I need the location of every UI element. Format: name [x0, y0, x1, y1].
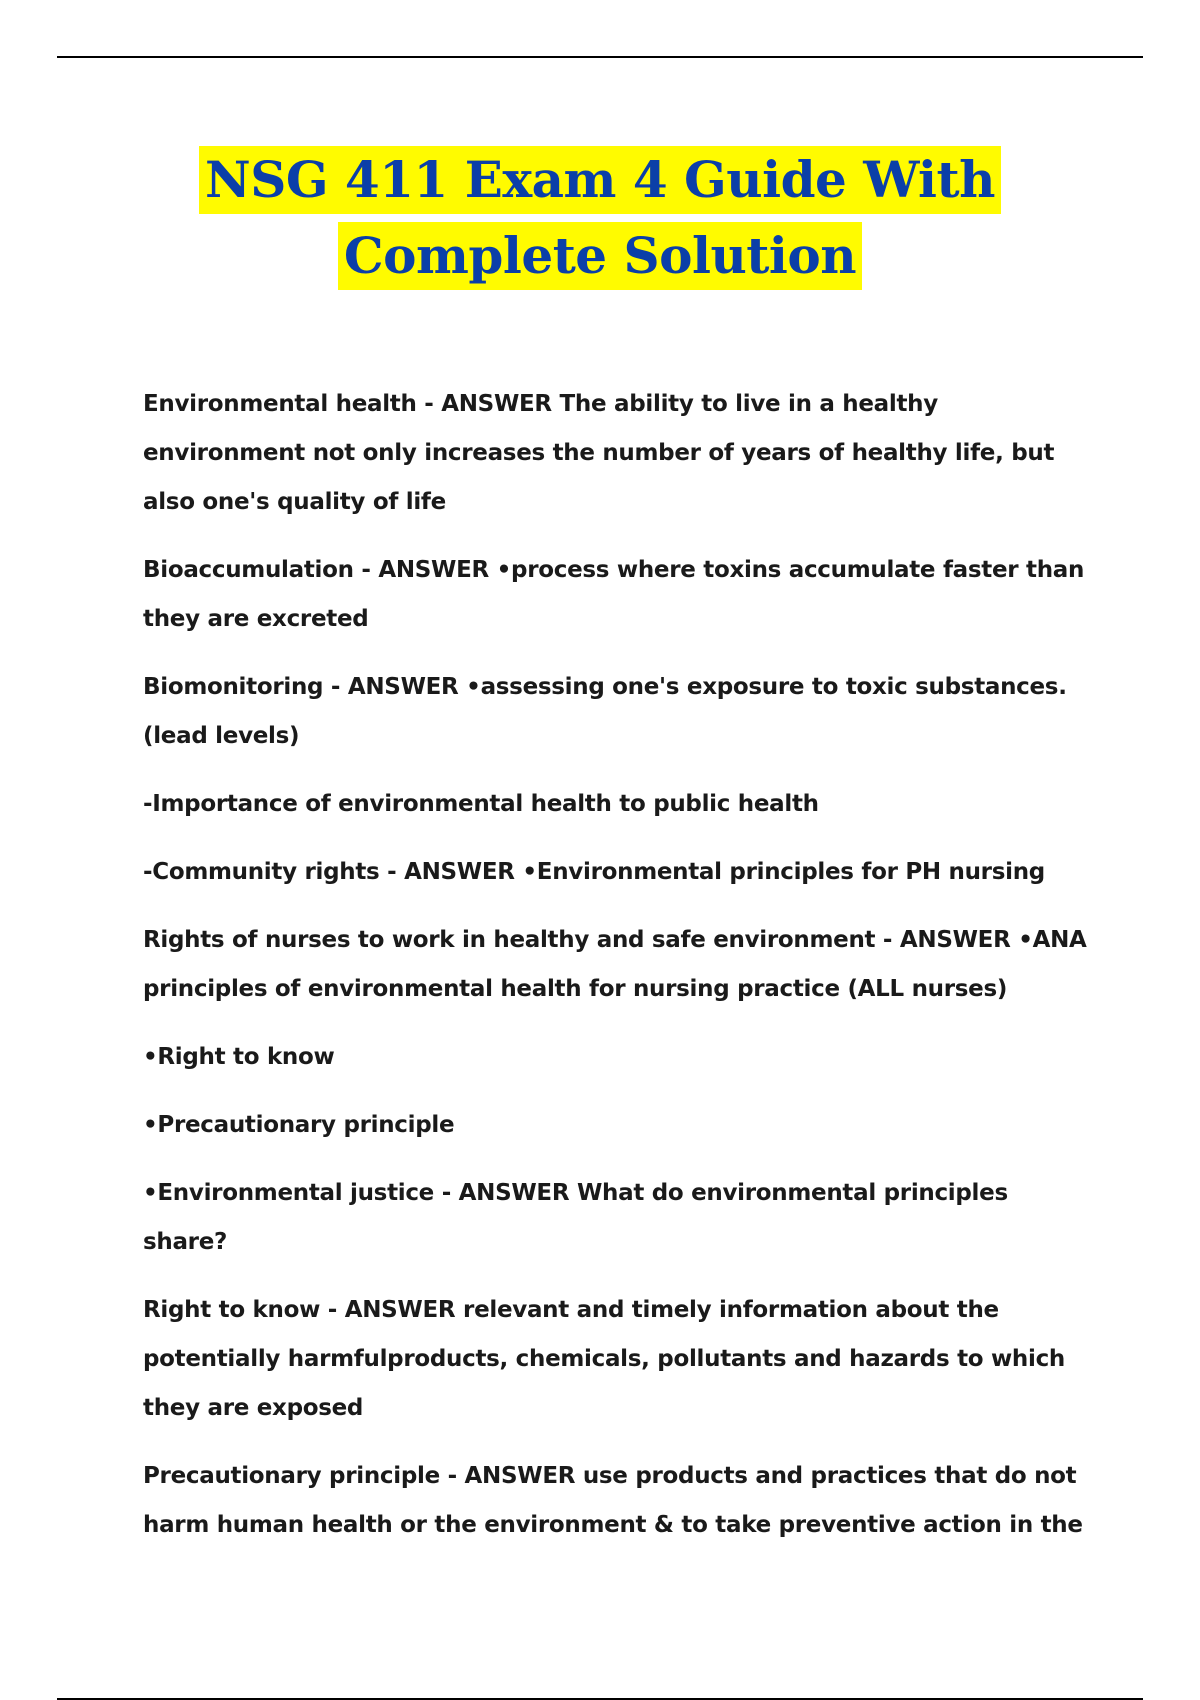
document-title — [0, 142, 1200, 294]
entry-precautionary-principle: Precautionary principle - ANSWER use products and practices that do not harm human health or the environment & to take preventive action in the — [143, 1463, 1083, 1538]
title-line-2: Complete Solution — [338, 222, 862, 290]
entry-biomonitoring: Biomonitoring - ANSWER •assessing one's exposure to toxic substances. (lead levels) — [143, 674, 1067, 749]
entry-community-rights: -Community rights - ANSWER •Environmental principles for PH nursing — [143, 859, 1045, 885]
entry-environmental-health: Environmental health - ANSWER The ability to live in a healthy environment not only increases the number of years of healthy life, but also one's quality of life — [143, 391, 1055, 515]
entry-rights-of-nurses: Rights of nurses to work in healthy and safe environment - ANSWER •ANA principles of environmental health for nursing practice (ALL nurses) — [143, 927, 1087, 1002]
entry-right-to-know-bullet: •Right to know — [143, 1044, 335, 1070]
title-line-1: NSG 411 Exam 4 Guide With — [199, 146, 1001, 214]
top-rule — [57, 56, 1143, 58]
entry-bioaccumulation: Bioaccumulation - ANSWER •process where toxins accumulate faster than they are excreted — [143, 557, 1085, 632]
entry-right-to-know: Right to know - ANSWER relevant and timely information about the potentially harmfulproducts, chemicals, pollutants and hazards to which they are exposed — [143, 1297, 1065, 1421]
entry-importance: -Importance of environmental health to public health — [143, 791, 819, 817]
entry-environmental-justice: •Environmental justice - ANSWER What do environmental principles share? — [143, 1180, 1008, 1255]
entry-precautionary-bullet: •Precautionary principle — [143, 1112, 455, 1138]
document-body — [143, 380, 1093, 1569]
